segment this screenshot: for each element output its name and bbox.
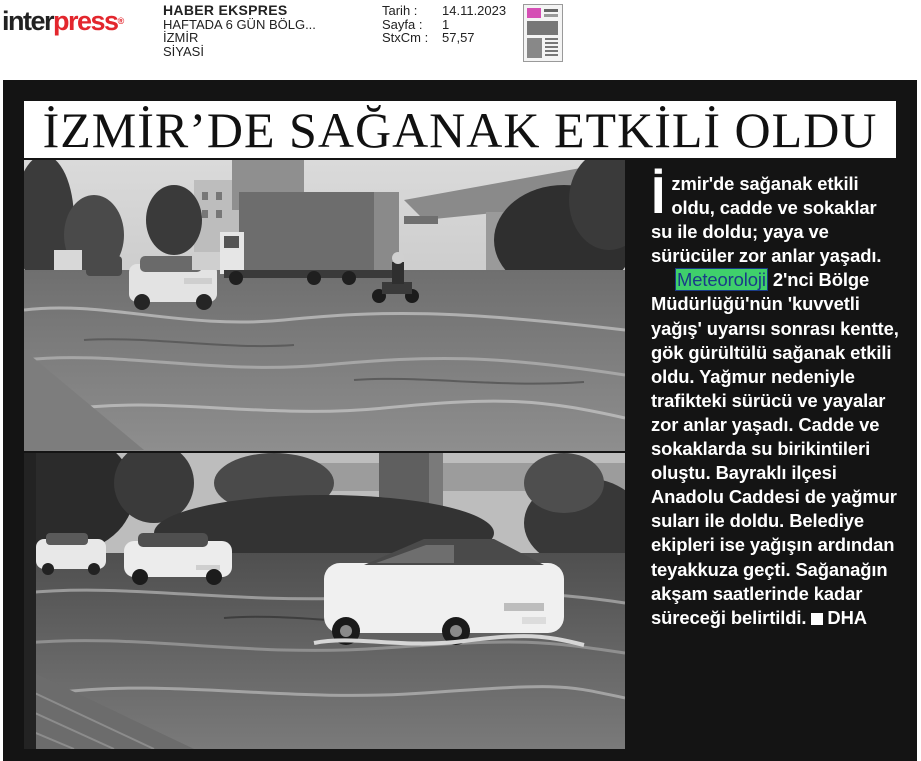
meta-key: Tarih : xyxy=(382,3,418,18)
publication-city: İZMİR xyxy=(163,30,199,45)
meta-value: 14.11.2023 xyxy=(442,3,507,18)
headline-box xyxy=(24,101,896,158)
meta-key: StxCm : xyxy=(382,30,429,45)
meta-value: 1 xyxy=(442,16,450,32)
flooded-street-cars-photo xyxy=(24,453,625,749)
article-lead-paragraph xyxy=(651,167,899,268)
headline: İZMİR’DE SAĞANAK ETKİLİ OLDU xyxy=(42,102,878,158)
news-clipping xyxy=(3,80,917,761)
interpress-logo xyxy=(2,6,124,36)
meta-row-stxcm xyxy=(382,31,506,45)
logo-text-main: inter xyxy=(2,6,54,36)
article-lead: zmir'de sağanak etkili oldu, cadde ve sokaklar su ile doldu; yaya ve sürücüler zor anlar yaşadı. xyxy=(651,173,882,267)
article-body-text: 2'nci Bölge Müdürlüğü'nün 'kuvvetli yağış' uyarısı sonrası kentte, gök gürültülü sağanak etkili oldu. Yağmur nedeniyle trafikteki sürücü ve yayalar zor anlar yaşadı. Cadde ve sokaklarda su birikintileri oluştu. Bayraklı ilçesi Anadolu Caddesi de yağmur suları ile doldu. Belediye ekipleri ise yağışın ardından teyakkuza geçti. Sağanağın akşam saatlerinde kadar süreceği belirtildi. xyxy=(651,269,899,628)
meta-row-date xyxy=(382,4,506,18)
flooded-road-truck-photo xyxy=(24,160,625,451)
publication-info xyxy=(163,4,316,58)
clipping-meta xyxy=(382,4,506,45)
meta-key: Sayfa : xyxy=(382,16,423,32)
article-source: DHA xyxy=(827,606,867,628)
article-main-paragraph xyxy=(651,268,899,629)
article-body xyxy=(651,167,899,630)
publication-name: HABER EKSPRES xyxy=(163,2,288,18)
logo-text-accent: press xyxy=(53,6,118,36)
meta-row-page xyxy=(382,18,506,32)
publication-frequency: HAFTADA 6 GÜN BÖLG... xyxy=(163,16,316,32)
highlighted-keyword[interactable]: Meteoroloji xyxy=(677,269,766,291)
drop-cap: İ xyxy=(651,167,666,225)
logo-registered-mark: ® xyxy=(117,16,125,26)
end-mark-icon xyxy=(811,613,823,625)
meta-value: 57,57 xyxy=(442,30,475,45)
page-thumbnail[interactable] xyxy=(523,4,563,62)
publication-category: SİYASİ xyxy=(163,43,204,59)
